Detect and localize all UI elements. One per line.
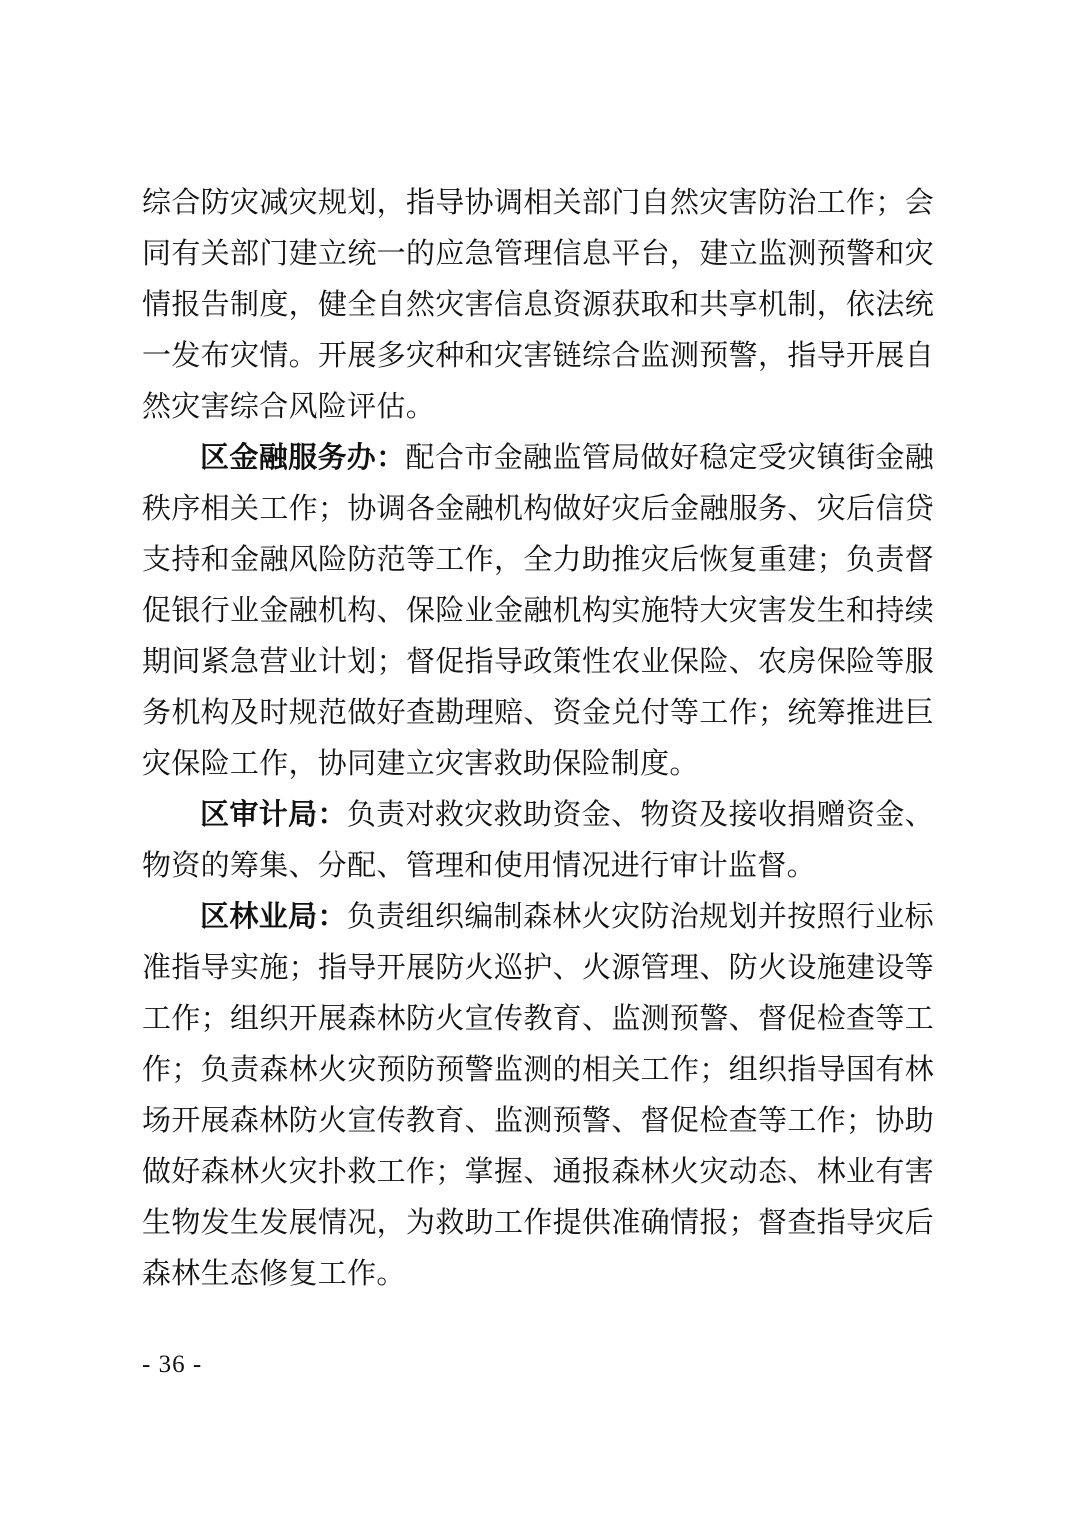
document-body [142,178,934,1300]
dept-name-forestry-bureau: 区林业局： [200,901,347,933]
paragraph-text: 负责对救灾救助资金、物资及接收捐赠资金、物资的筹集、分配、管理和使用情况进行审计监督。 [142,799,934,882]
paragraph-forestry-bureau [142,892,934,1300]
paragraph-text: 综合防灾减灾规划，指导协调相关部门自然灾害防治工作；会同有关部门建立统一的应急管理信息平台，建立监测预警和灾情报告制度，健全自然灾害信息资源获取和共享机制，依法统一发布灾情。开展多灾种和灾害链综合监测预警，指导开展自然灾害综合风险评估。 [142,187,934,423]
paragraph-finance-office [142,433,934,790]
page-footer [142,1350,202,1380]
page-number: - 36 - [142,1351,203,1378]
dept-name-finance-office: 区金融服务办： [200,442,406,474]
dept-name-audit-bureau: 区审计局： [200,799,347,831]
paragraph-text: 配合市金融监管局做好稳定受灾镇街金融秩序相关工作；协调各金融机构做好灾后金融服务、灾后信贷支持和金融风险防范等工作，全力助推灾后恢复重建；负责督促银行业金融机构、保险业金融机构实施特大灾害发生和持续期间紧急营业计划；督促指导政策性农业保险、农房保险等服务机构及时规范做好查勘理赔、资金兑付等工作；统筹推进巨灾保险工作，协同建立灾害救助保险制度。 [142,442,934,780]
paragraph-continuation [142,178,934,433]
paragraph-audit-bureau [142,790,934,892]
paragraph-text: 负责组织编制森林火灾防治规划并按照行业标准指导实施；指导开展防火巡护、火源管理、防火设施建设等工作；组织开展森林防火宣传教育、监测预警、督促检查等工作；负责森林火灾预防预警监测的相关工作；组织指导国有林场开展森林防火宣传教育、监测预警、督促检查等工作；协助做好森林火灾扑救工作；掌握、通报森林火灾动态、林业有害生物发生发展情况，为救助工作提供准确情报；督查指导灾后森林生态修复工作。 [142,901,934,1290]
